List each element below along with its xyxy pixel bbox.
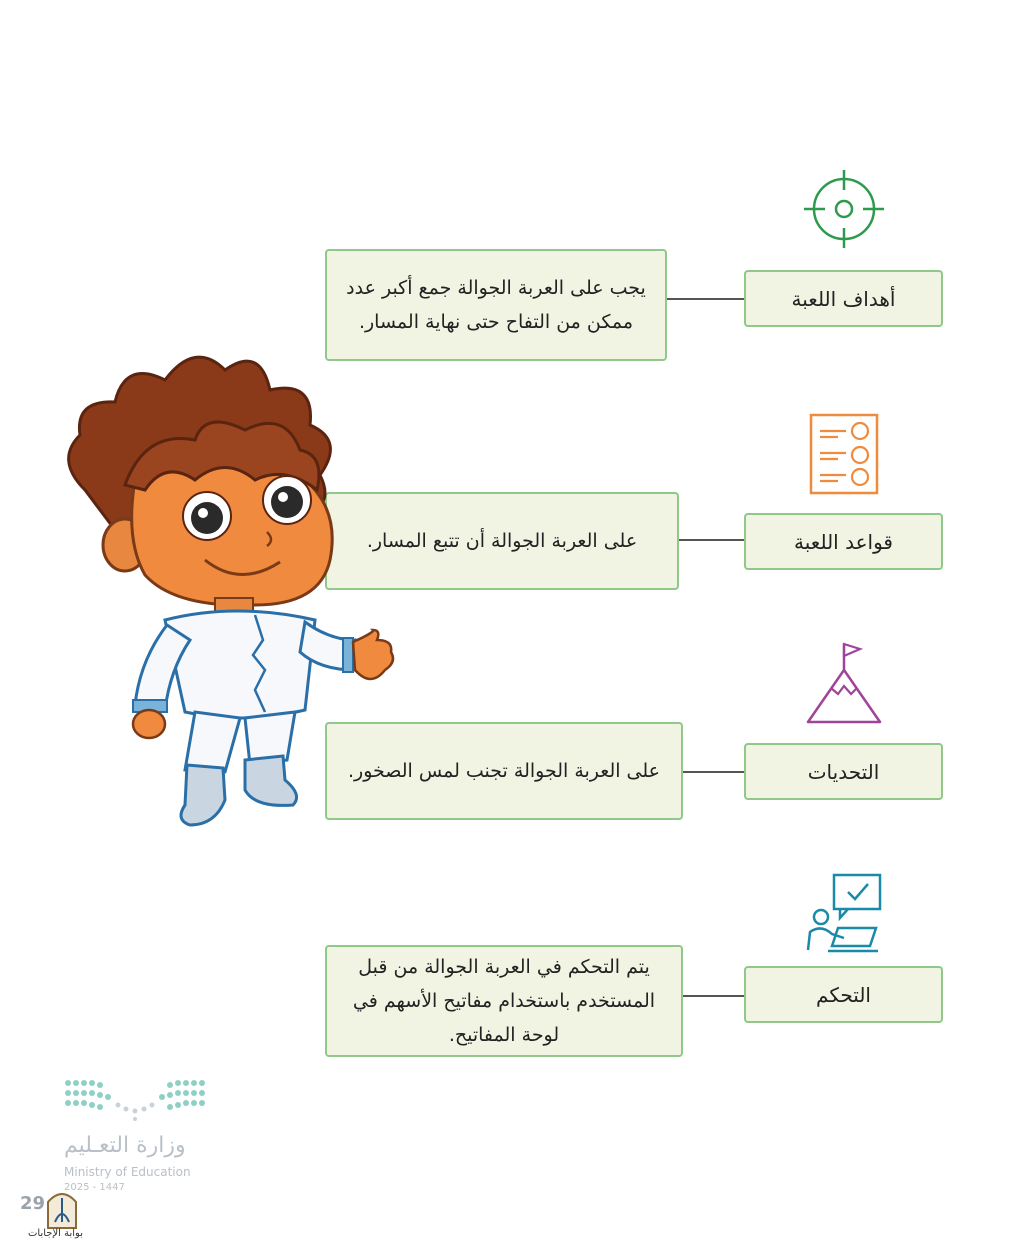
connector-line [683,771,745,773]
description-text-rules: على العربة الجوالة أن تتبع المسار. [366,530,638,552]
ministry-name-english: Ministry of Education [64,1165,191,1179]
label-box-goals [744,270,943,327]
label-text-challenges: التحديات [807,759,880,784]
brand-name: بوابة الإجابات [28,1228,84,1239]
connector-line [667,298,745,300]
label-text-goals: أهداف اللعبة [791,286,896,311]
description-text-goals: يجب على العربة الجوالة جمع أكبر عدد ممكن من التفاح حتى نهاية المسار. [346,277,646,333]
brand-logo-icon [44,1186,80,1230]
connector-line [683,995,745,997]
label-box-controls [744,966,943,1023]
label-box-challenges [744,743,943,800]
connector-line [679,539,745,541]
description-text-challenges: على العربة الجوالة تجنب لمس الصخور. [347,760,661,782]
target-icon [800,168,888,250]
mountain-flag-icon [804,640,884,726]
label-text-controls: التحكم [816,982,871,1007]
ministry-logo [60,1075,210,1127]
ministry-name-arabic: وزارة التعـليم [64,1133,186,1158]
rules-list-icon [808,413,880,495]
boy-character-illustration [55,340,405,835]
label-box-rules [744,513,943,570]
description-box-controls [325,945,683,1057]
user-laptop-check-icon [804,872,884,954]
page-number: 29 [20,1193,46,1214]
label-text-rules: قواعد اللعبة [794,529,893,554]
description-text-controls: يتم التحكم في العربة الجوالة من قبل المستخدم باستخدام مفاتيح الأسهم في لوحة المفاتيح. [352,956,656,1046]
edition-year: 2025 - 1447 [64,1182,125,1193]
